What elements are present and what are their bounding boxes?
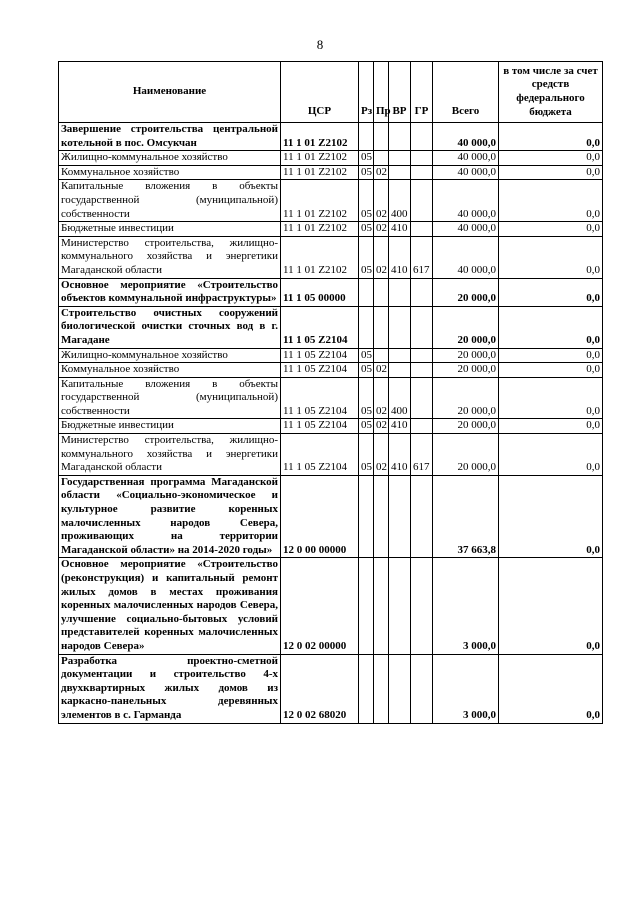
table-row (59, 419, 603, 434)
cell-pr: 02 (374, 434, 389, 476)
cell-vr (389, 123, 411, 151)
cell-total: 40 000,0 (433, 123, 499, 151)
table-row (59, 306, 603, 348)
cell-gr (411, 222, 433, 237)
cell-csr: 11 1 05 Z2104 (281, 306, 359, 348)
cell-rz (359, 558, 374, 654)
cell-csr: 11 1 01 Z2102 (281, 222, 359, 237)
cell-pr (374, 558, 389, 654)
cell-pr (374, 123, 389, 151)
cell-total: 20 000,0 (433, 363, 499, 378)
cell-federal: 0,0 (499, 151, 603, 166)
cell-federal: 0,0 (499, 222, 603, 237)
cell-csr: 11 1 01 Z2102 (281, 236, 359, 278)
cell-name: Строительство очистных сооружений биологической очистки сточных вод в г. Магадане (59, 306, 281, 348)
cell-pr: 02 (374, 419, 389, 434)
table-row (59, 363, 603, 378)
cell-pr: 02 (374, 165, 389, 180)
cell-total: 20 000,0 (433, 348, 499, 363)
cell-name: Жилищно-коммунальное хозяйство (59, 348, 281, 363)
cell-vr (389, 558, 411, 654)
header-csr: ЦСР (281, 62, 359, 123)
cell-rz: 05 (359, 377, 374, 419)
cell-vr (389, 348, 411, 363)
cell-gr: 617 (411, 434, 433, 476)
cell-federal: 0,0 (499, 278, 603, 306)
table-row (59, 180, 603, 222)
cell-name: Капитальные вложения в объекты государственной (муниципальной) собственности (59, 180, 281, 222)
header-total: Всего (433, 62, 499, 123)
cell-name: Государственная программа Магаданской области «Социально-экономическое и культурное развитие коренных малочисленных народов Севера, проживающих на территории Магаданской области» на 2014-2020 годы» (59, 475, 281, 558)
cell-vr (389, 475, 411, 558)
cell-total: 40 000,0 (433, 236, 499, 278)
cell-rz: 05 (359, 434, 374, 476)
cell-rz: 05 (359, 419, 374, 434)
cell-gr (411, 654, 433, 723)
table-row (59, 278, 603, 306)
cell-rz: 05 (359, 363, 374, 378)
table-row (59, 654, 603, 723)
cell-rz (359, 306, 374, 348)
cell-rz: 05 (359, 236, 374, 278)
cell-rz: 05 (359, 180, 374, 222)
cell-vr: 410 (389, 419, 411, 434)
cell-name: Основное мероприятие «Строительство (реконструкция) и капитальный ремонт жилых домов в местах проживания коренных малочисленных народов Севера, улучшение социально-бытовых условий представителей коренных малочисленных народов Севера» (59, 558, 281, 654)
cell-gr (411, 363, 433, 378)
cell-federal: 0,0 (499, 236, 603, 278)
cell-rz: 05 (359, 348, 374, 363)
cell-gr (411, 377, 433, 419)
cell-pr (374, 306, 389, 348)
cell-pr (374, 151, 389, 166)
cell-total: 37 663,8 (433, 475, 499, 558)
cell-total: 40 000,0 (433, 180, 499, 222)
header-rz: Рз (359, 62, 374, 123)
cell-name: Капитальные вложения в объекты государственной (муниципальной) собственности (59, 377, 281, 419)
cell-name: Бюджетные инвестиции (59, 222, 281, 237)
page-number: 8 (316, 37, 324, 52)
cell-gr (411, 306, 433, 348)
cell-federal: 0,0 (499, 363, 603, 378)
table-row (59, 165, 603, 180)
cell-pr: 02 (374, 363, 389, 378)
cell-rz (359, 654, 374, 723)
table-row (59, 123, 603, 151)
cell-pr (374, 475, 389, 558)
cell-federal: 0,0 (499, 558, 603, 654)
cell-vr (389, 363, 411, 378)
cell-vr: 410 (389, 222, 411, 237)
cell-gr (411, 475, 433, 558)
table-row (59, 475, 603, 558)
cell-gr (411, 278, 433, 306)
cell-csr: 11 1 05 00000 (281, 278, 359, 306)
cell-name: Коммунальное хозяйство (59, 363, 281, 378)
cell-csr: 12 0 02 00000 (281, 558, 359, 654)
cell-total: 3 000,0 (433, 558, 499, 654)
table-row (59, 377, 603, 419)
cell-csr: 12 0 00 00000 (281, 475, 359, 558)
budget-table (58, 61, 603, 724)
cell-gr (411, 419, 433, 434)
cell-pr (374, 348, 389, 363)
cell-csr: 11 1 01 Z2102 (281, 151, 359, 166)
cell-vr (389, 165, 411, 180)
cell-name: Министерство строительства, жилищно-коммунального хозяйства и энергетики Магаданской области (59, 236, 281, 278)
cell-vr (389, 654, 411, 723)
cell-total: 20 000,0 (433, 377, 499, 419)
cell-name: Бюджетные инвестиции (59, 419, 281, 434)
cell-rz (359, 123, 374, 151)
cell-total: 40 000,0 (433, 222, 499, 237)
cell-total: 3 000,0 (433, 654, 499, 723)
table-row (59, 236, 603, 278)
cell-csr: 11 1 05 Z2104 (281, 419, 359, 434)
cell-federal: 0,0 (499, 180, 603, 222)
cell-name: Разработка проектно-сметной документации и строительство 4-х двухквартирных жилых домов из каркасно-панельных деревянных элементов в с. Гарманда (59, 654, 281, 723)
cell-total: 20 000,0 (433, 419, 499, 434)
cell-rz: 05 (359, 222, 374, 237)
table-row (59, 222, 603, 237)
cell-federal: 0,0 (499, 348, 603, 363)
cell-federal: 0,0 (499, 475, 603, 558)
header-gr: ГР (411, 62, 433, 123)
cell-federal: 0,0 (499, 377, 603, 419)
cell-federal: 0,0 (499, 419, 603, 434)
cell-gr: 617 (411, 236, 433, 278)
cell-federal: 0,0 (499, 306, 603, 348)
cell-rz: 05 (359, 151, 374, 166)
cell-rz (359, 278, 374, 306)
cell-csr: 11 1 01 Z2102 (281, 123, 359, 151)
cell-pr: 02 (374, 377, 389, 419)
cell-vr (389, 306, 411, 348)
cell-gr (411, 180, 433, 222)
cell-vr: 410 (389, 434, 411, 476)
cell-csr: 11 1 05 Z2104 (281, 377, 359, 419)
table-row (59, 434, 603, 476)
cell-federal: 0,0 (499, 654, 603, 723)
cell-federal: 0,0 (499, 123, 603, 151)
cell-rz (359, 475, 374, 558)
cell-federal: 0,0 (499, 434, 603, 476)
cell-gr (411, 123, 433, 151)
cell-total: 40 000,0 (433, 151, 499, 166)
cell-vr: 400 (389, 180, 411, 222)
header-row (59, 62, 603, 123)
cell-pr: 02 (374, 180, 389, 222)
header-pr: Пр (374, 62, 389, 123)
cell-gr (411, 151, 433, 166)
cell-pr: 02 (374, 222, 389, 237)
cell-gr (411, 165, 433, 180)
cell-csr: 11 1 05 Z2104 (281, 348, 359, 363)
cell-name: Жилищно-коммунальное хозяйство (59, 151, 281, 166)
cell-name: Министерство строительства, жилищно-коммунального хозяйства и энергетики Магаданской области (59, 434, 281, 476)
cell-csr: 11 1 05 Z2104 (281, 434, 359, 476)
cell-pr (374, 278, 389, 306)
header-name: Наименование (59, 62, 281, 123)
cell-total: 20 000,0 (433, 278, 499, 306)
cell-name: Завершение строительства центральной котельной в пос. Омсукчан (59, 123, 281, 151)
cell-csr: 12 0 02 68020 (281, 654, 359, 723)
table-row (59, 151, 603, 166)
cell-pr: 02 (374, 236, 389, 278)
cell-gr (411, 558, 433, 654)
cell-vr (389, 151, 411, 166)
cell-pr (374, 654, 389, 723)
table-row (59, 348, 603, 363)
cell-vr: 410 (389, 236, 411, 278)
cell-csr: 11 1 05 Z2104 (281, 363, 359, 378)
cell-csr: 11 1 01 Z2102 (281, 165, 359, 180)
cell-name: Коммунальное хозяйство (59, 165, 281, 180)
cell-name: Основное мероприятие «Строительство объектов коммунальной инфраструктуры» (59, 278, 281, 306)
cell-vr: 400 (389, 377, 411, 419)
cell-total: 40 000,0 (433, 165, 499, 180)
cell-federal: 0,0 (499, 165, 603, 180)
cell-gr (411, 348, 433, 363)
cell-total: 20 000,0 (433, 434, 499, 476)
cell-vr (389, 278, 411, 306)
header-vr: ВР (389, 62, 411, 123)
table-row (59, 558, 603, 654)
header-federal: в том числе за счет средств федерального бюджета (499, 62, 603, 123)
cell-total: 20 000,0 (433, 306, 499, 348)
cell-rz: 05 (359, 165, 374, 180)
cell-csr: 11 1 01 Z2102 (281, 180, 359, 222)
